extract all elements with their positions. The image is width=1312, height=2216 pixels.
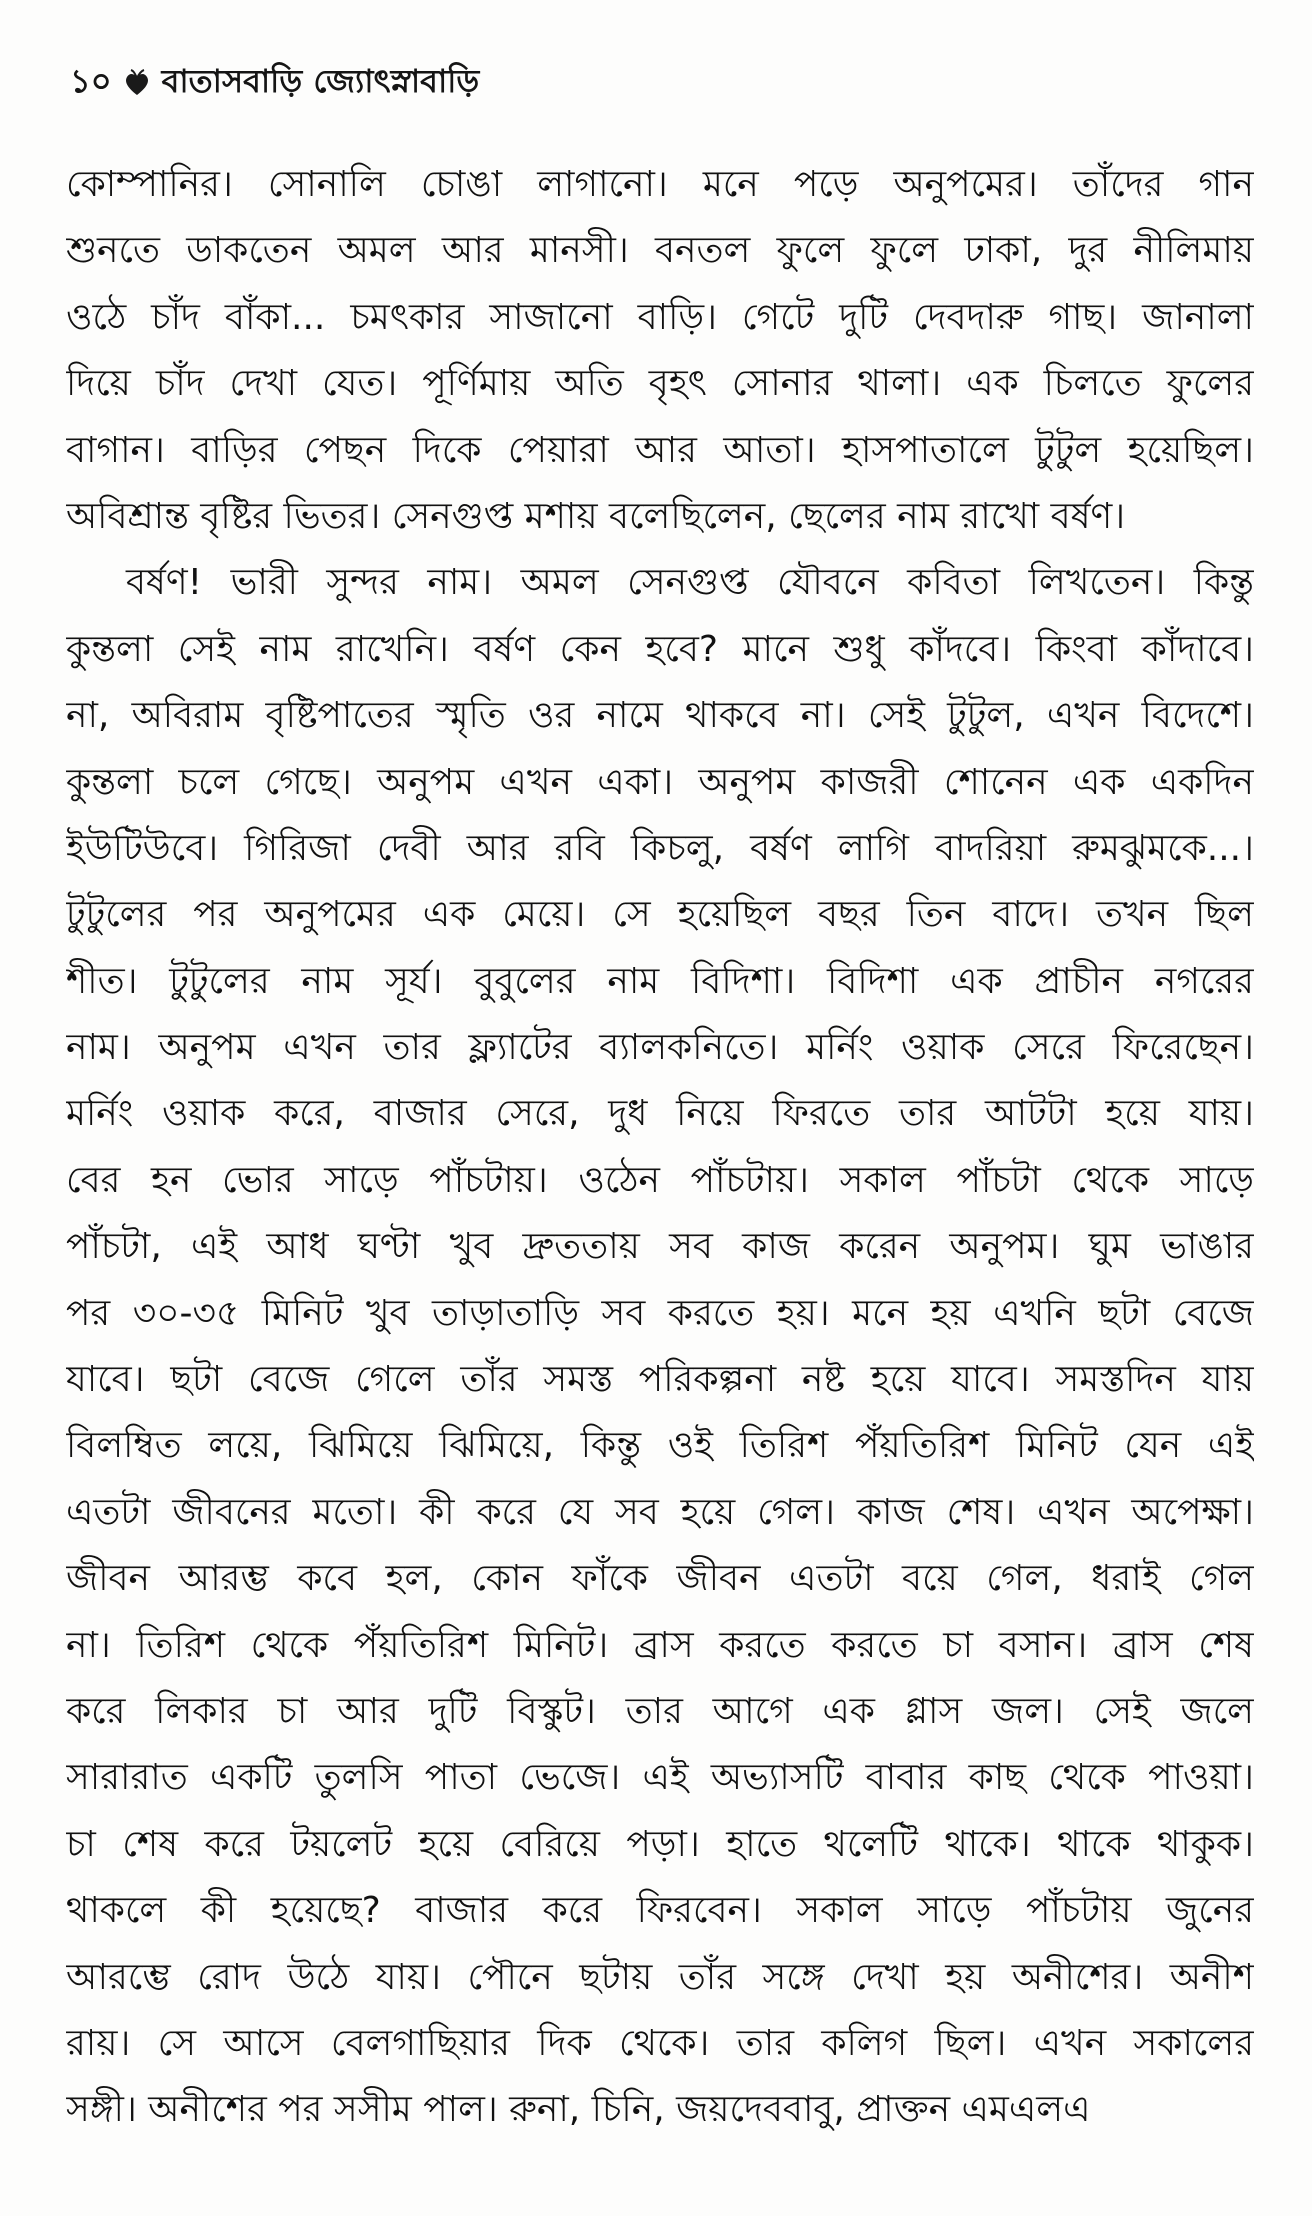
text-line: অবিশ্রান্ত বৃষ্টির ভিতর। সেনগুপ্ত মশায় বলেছিলেন, ছেলের নাম রাখো বর্ষণ। [66, 495, 1126, 537]
text-line: কোম্পানির। সোনালি চোঙা লাগানো। মনে পড়ে অনুপমের। তাঁদের গান [66, 164, 1254, 205]
text-line: শুনতে ডাকতেন অমল আর মানসী। বনতল ফুলে ফুলে ঢাকা, দুর নীলিমায় [66, 230, 1254, 272]
text-line: না। তিরিশ থেকে পঁয়তিরিশ মিনিট। ব্রাস করতে করতে চা বসান। ব্রাস শেষ [66, 1624, 1254, 1666]
text-line: না, অবিরাম বৃষ্টিপাতের স্মৃতি ওর নামে থাকবে না। সেই টুটুল, এখন বিদেশে। [66, 695, 1254, 737]
paragraph-start-line: বর্ষণ! ভারী সুন্দর নাম। অমল সেনগুপ্ত যৌবনে কবিতা লিখতেন। কিন্তু [126, 562, 1254, 604]
book-title: বাতাসবাড়ি জ্যোৎস্নাবাড়ি [161, 62, 480, 100]
text-line: টুটুলের পর অনুপমের এক মেয়ে। সে হয়েছিল বছর তিন বাদে। তখন ছিল [66, 894, 1254, 936]
text-line: বের হন ভোর সাড়ে পাঁচটায়। ওঠেন পাঁচটায়। সকাল পাঁচটা থেকে সাড়ে [66, 1159, 1254, 1201]
text-line: সঙ্গী। অনীশের পর সসীম পাল। রুনা, চিনি, জয়দেববাবু, প্রাক্তন এমএলএ [66, 2089, 1091, 2131]
text-line: সারারাত একটি তুলসি পাতা ভেজে। এই অভ্যাসটি বাবার কাছ থেকে পাওয়া। [66, 1757, 1254, 1799]
text-line: এতটা জীবনের মতো। কী করে যে সব হয়ে গেল। কাজ শেষ। এখন অপেক্ষা। [66, 1491, 1254, 1533]
text-line: থাকলে কী হয়েছে? বাজার করে ফিরবেন। সকাল সাড়ে পাঁচটায় জুনের [66, 1890, 1254, 1932]
text-line: চা শেষ করে টয়লেট হয়ে বেরিয়ে পড়া। হাতে থলেটি থাকে। থাকে থাকুক। [66, 1823, 1254, 1865]
text-line: বিলম্বিত লয়ে, ঝিমিয়ে ঝিমিয়ে, কিন্তু ওই তিরিশ পঁয়তিরিশ মিনিট যেন এই [66, 1425, 1254, 1467]
text-line: শীত। টুটুলের নাম সূর্য। বুবুলের নাম বিদিশা। বিদিশা এক প্রাচীন নগরের [66, 960, 1254, 1002]
text-line: করে লিকার চা আর দুটি বিস্কুট। তার আগে এক গ্লাস জল। সেই জলে [66, 1690, 1254, 1732]
text-line: নাম। অনুপম এখন তার ফ্ল্যাটের ব্যালকনিতে। মর্নিং ওয়াক সেরে ফিরেছেন। [66, 1027, 1254, 1069]
text-line: পাঁচটা, এই আধ ঘণ্টা খুব দ্রুততায় সব কাজ করেন অনুপম। ঘুম ভাঙার [66, 1226, 1254, 1268]
text-line: মর্নিং ওয়াক করে, বাজার সেরে, দুধ নিয়ে ফিরতে তার আটটা হয়ে যায়। [66, 1093, 1254, 1135]
text-line: বাগান। বাড়ির পেছন দিকে পেয়ারা আর আতা। হাসপাতালে টুটুল হয়েছিল। [66, 429, 1254, 471]
text-line: ইউটিউবে। গিরিজা দেবী আর রবি কিচলু, বর্ষণ লাগি বাদরিয়া রুমঝুমকে...। [66, 827, 1254, 869]
text-line: যাবে। ছটা বেজে গেলে তাঁর সমস্ত পরিকল্পনা নষ্ট হয়ে যাবে। সমস্তদিন যায় [66, 1359, 1254, 1401]
page-number: ১০ [70, 62, 112, 100]
body-text [66, 152, 1254, 2144]
text-line: পর ৩০-৩৫ মিনিট খুব তাড়াতাড়ি সব করতে হয়। মনে হয় এখনি ছটা বেজে [66, 1292, 1254, 1334]
text-line: কুন্তলা সেই নাম রাখেনি। বর্ষণ কেন হবে? মানে শুধু কাঁদবে। কিংবা কাঁদাবে। [66, 628, 1254, 670]
heart-leaf-ornament-icon [122, 68, 152, 98]
text-line: কুন্তলা চলে গেছে। অনুপম এখন একা। অনুপম কাজরী শোনেন এক একদিন [66, 761, 1254, 803]
text-line: দিয়ে চাঁদ দেখা যেত। পূর্ণিমায় অতি বৃহৎ সোনার থালা। এক চিলতে ফুলের [66, 363, 1254, 405]
running-head [70, 58, 479, 108]
text-line: রায়। সে আসে বেলগাছিয়ার দিক থেকে। তার কলিগ ছিল। এখন সকালের [66, 2022, 1254, 2064]
text-line: ওঠে চাঁদ বাঁকা... চমৎকার সাজানো বাড়ি। গেটে দুটি দেবদারু গাছ। জানালা [66, 296, 1254, 338]
text-line: আরম্ভে রোদ উঠে যায়। পৌনে ছটায় তাঁর সঙ্গে দেখা হয় অনীশের। অনীশ [66, 1956, 1254, 1998]
text-line: জীবন আরম্ভ কবে হল, কোন ফাঁকে জীবন এতটা বয়ে গেল, ধরাই গেল [66, 1558, 1254, 1600]
